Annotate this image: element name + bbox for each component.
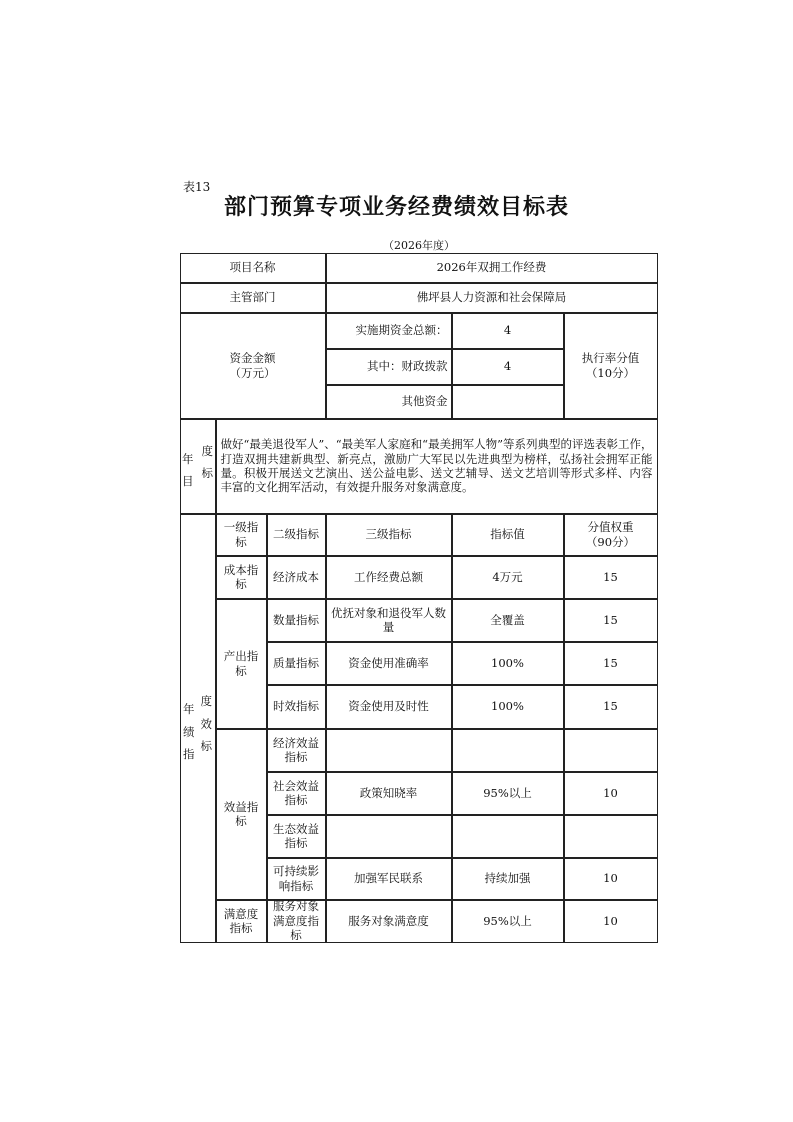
table-row-level3: 政策知晓率 [326,772,452,815]
goal-label-char: 年 [182,451,194,466]
table-row-level3: 资金使用及时性 [326,685,452,729]
table-row-weight: 10 [564,858,658,900]
table-row-value [452,815,564,858]
exec-rate-score [564,313,658,419]
other-funds-value [452,385,564,419]
annual-goal-label [180,419,216,514]
funds-label [180,313,326,419]
table-row-level3: 资金使用准确率 [326,642,452,685]
table-row-level3: 优抚对象和退役军人数量 [326,599,452,642]
table-row-level3: 加强军民联系 [326,858,452,900]
table-row-level2: 经济成本 [267,556,326,599]
level1-satisfaction: 满意度指标 [216,900,267,943]
table-row-value: 95%以上 [452,772,564,815]
table-row-weight: 15 [564,642,658,685]
funds-unit-text: （万元） [229,365,276,380]
header-level2: 二级指标 [267,514,326,556]
table-row-level3 [326,729,452,772]
indicator-label-char: 指 [183,747,195,762]
header-value: 指标值 [452,514,564,556]
other-funds-label: 其他资金 [326,385,452,419]
project-name-value: 2026年双拥工作经费 [326,253,658,283]
table-row-weight [564,815,658,858]
goal-label-char: 度 [201,443,213,458]
table-row-level3: 服务对象满意度 [326,900,452,943]
table-row-level2: 生态效益指标 [267,815,326,858]
table-row-value: 全覆盖 [452,599,564,642]
table-row-level2: 社会效益指标 [267,772,326,815]
project-name-label: 项目名称 [180,253,326,283]
table-row-weight: 15 [564,556,658,599]
annual-indicators-label [180,514,216,943]
level1-cost: 成本指标 [216,556,267,599]
total-funds-label: 实施期资金总额： [326,313,452,349]
table-row-level2: 数量指标 [267,599,326,642]
year-note: （2026年度） [383,239,455,252]
table-row-value: 95%以上 [452,900,564,943]
fiscal-funds-value: 4 [452,349,564,385]
page-title: 部门预算专项业务经费绩效目标表 [223,195,569,220]
header-level3: 三级指标 [326,514,452,556]
table-row-level2: 质量指标 [267,642,326,685]
table-row-weight: 10 [564,900,658,943]
table-row-value: 100% [452,685,564,729]
indicator-label-char: 标 [200,739,212,754]
total-funds-value: 4 [452,313,564,349]
table-row-value: 4万元 [452,556,564,599]
dept-label: 主管部门 [180,283,326,313]
table-row-level3: 工作经费总额 [326,556,452,599]
exec-rate-label: 执行率分值 [581,351,640,366]
funds-label-text: 资金金额 [229,351,276,366]
table-row-level2: 经济效益指标 [267,729,326,772]
table-row-level2: 可持续影响指标 [267,858,326,900]
table-row-weight [564,729,658,772]
exec-rate-points: （10分） [585,365,636,380]
header-level1: 一级指标 [216,514,267,556]
annual-goal-text: 做好“最美退役军人”、“最美军人家庭和“最美拥军人物”等系列典型的评选表彰工作，打造双拥共建新典型、新亮点，激励广大军民以先进典型为榜样，弘扬社会拥军正能量。积极开展送文艺演出、送公益电影、送文艺辅导、送文艺培训等形式多样、内容丰富的文化拥军活动，有效提升服务对象满意度。 [216,419,658,514]
indicator-label-char: 年 [183,702,195,717]
dept-value: 佛坪县人力资源和社会保障局 [326,283,658,313]
fiscal-funds-label: 其中：财政拨款 [326,349,452,385]
level1-output: 产出指标 [216,599,267,729]
level1-benefit: 效益指标 [216,729,267,900]
goal-label-char: 标 [201,466,213,480]
table-row-value: 持续加强 [452,858,564,900]
table-row-level3 [326,815,452,858]
indicator-label-char: 效 [200,716,212,731]
header-weight-total: （90分） [585,534,636,549]
indicator-label-char: 度 [200,694,212,709]
indicator-label-char: 绩 [183,724,195,739]
table-row-value: 100% [452,642,564,685]
table-row-level2: 时效指标 [267,685,326,729]
table-row-value [452,729,564,772]
header-weight [564,514,658,556]
table-row-level2: 服务对象满意度指标 [267,900,326,943]
table-label: 表13 [183,180,211,194]
goal-label-char: 目 [182,474,194,488]
table-row-weight: 15 [564,685,658,729]
header-weight-text: 分值权重 [587,520,634,535]
table-row-weight: 10 [564,772,658,815]
table-row-weight: 15 [564,599,658,642]
